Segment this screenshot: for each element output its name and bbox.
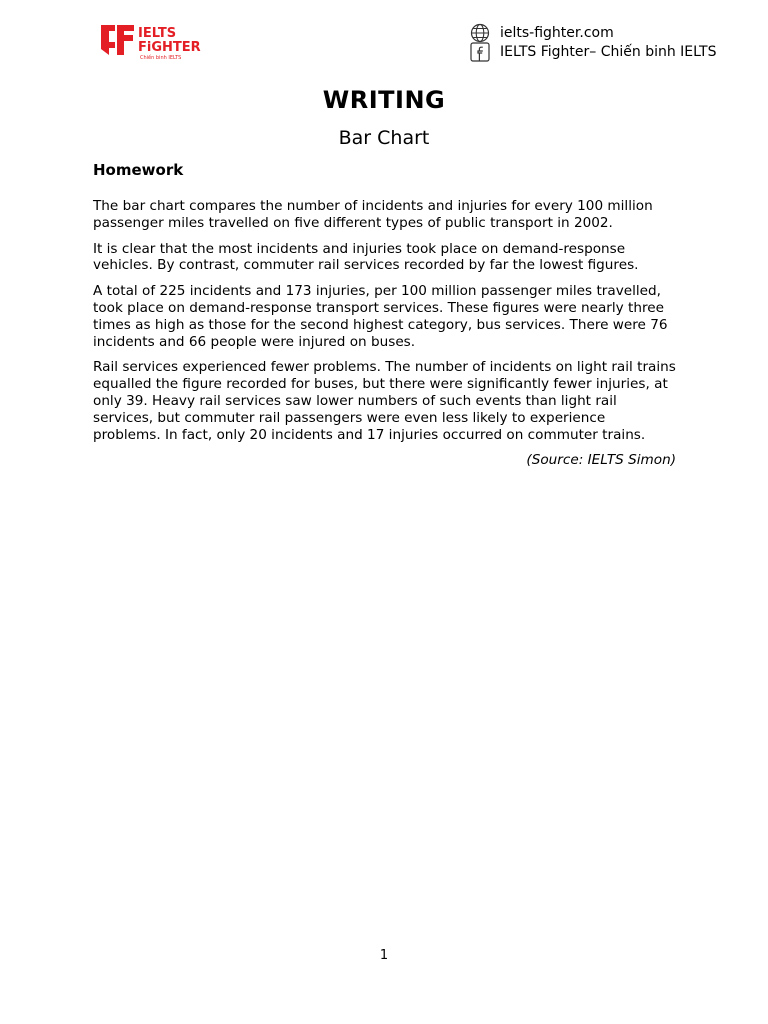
ielts-fighter-logo[interactable] (100, 22, 215, 62)
facebook-link[interactable]: IELTS Fighter– Chiến binh IELTS (500, 44, 717, 60)
document-body (93, 160, 676, 469)
section-heading: Homework (93, 161, 184, 179)
website-link[interactable]: ielts-fighter.com (500, 25, 614, 41)
logo-text-line2: FiGHTER (138, 40, 201, 55)
website-row[interactable] (470, 24, 716, 42)
facebook-row[interactable] (470, 43, 716, 61)
header-contact (470, 24, 716, 61)
page-number: 1 (379, 948, 389, 963)
logo-text-line1: IELTS (138, 26, 177, 41)
paragraph-3: A total of 225 incidents and 173 injuries, per 100 million passenger miles travelled, took place on demand-response transport services. These figures were nearly three times as high as those for the second highest category, bus services. There were 76 incidents and 66 people were injured on buses. (93, 283, 668, 350)
page-title: WRITING (322, 86, 446, 114)
paragraph-4: Rail services experienced fewer problems. The number of incidents on light rail trains equalled the figure recorded for buses, but there were significantly fewer injuries, at only 39. Heavy rail services saw lower numbers of such events than light rail services, but commuter rail passengers were even less likely to experience problems. In fact, only 20 incidents and 17 injuries occurred on commuter trains. (93, 359, 676, 443)
page-subtitle: Bar Chart (338, 127, 430, 149)
logo-graphic (100, 22, 215, 62)
paragraph-1: The bar chart compares the number of incidents and injuries for every 100 million passenger miles travelled on five different types of public transport in 2002. (93, 198, 653, 231)
facebook-icon (470, 42, 492, 62)
logo-tagline: Chiến binh IELTS (140, 55, 182, 61)
paragraph-2: It is clear that the most incidents and injuries took place on demand-response vehicles. By contrast, commuter rail services recorded by far the lowest figures. (93, 240, 639, 274)
globe-icon (470, 23, 492, 43)
source-citation: (Source: IELTS Simon) (526, 452, 676, 469)
